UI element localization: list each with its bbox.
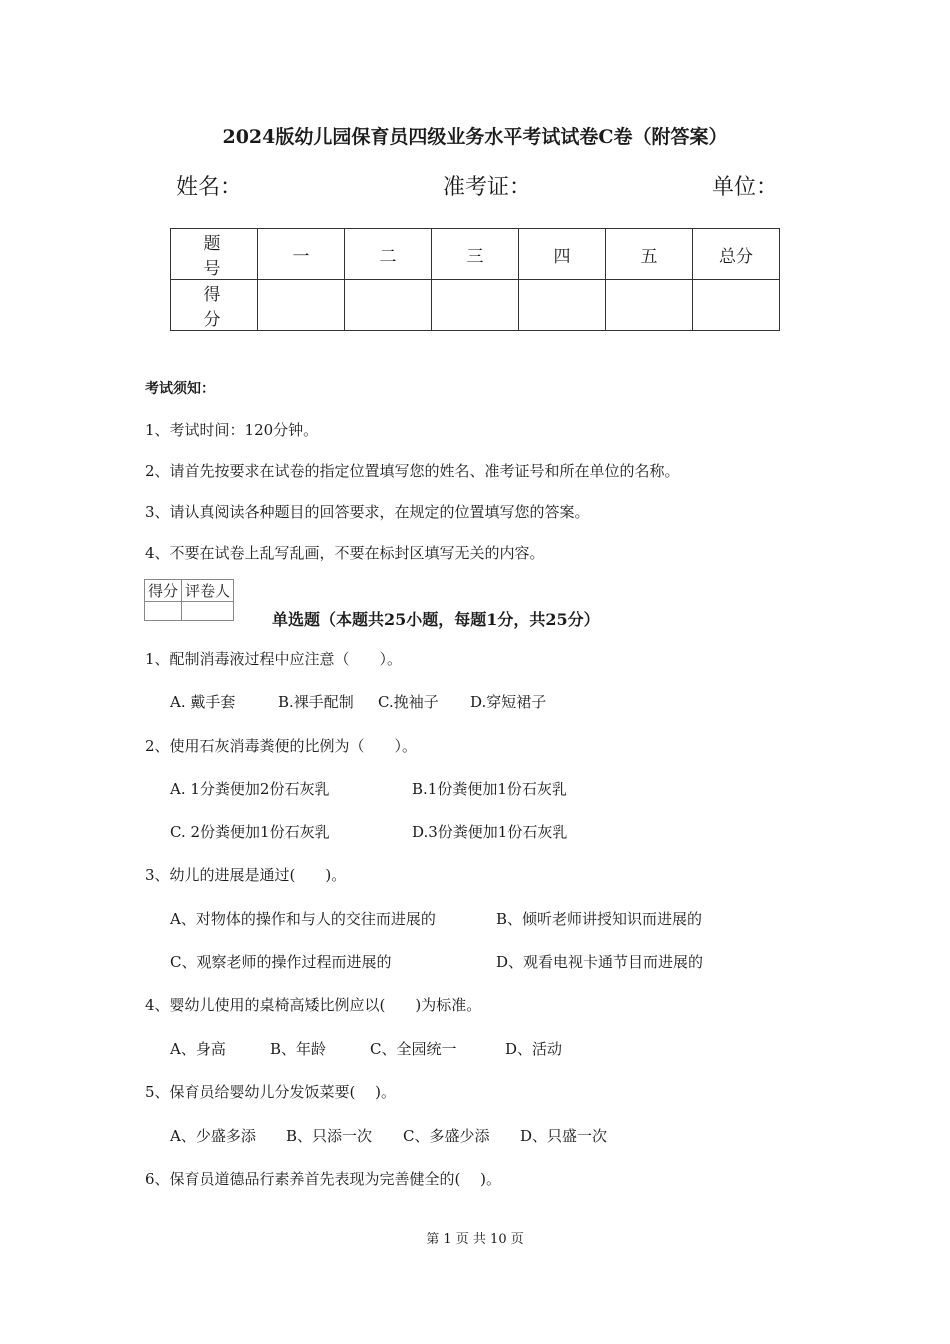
grader-box-score-label: 得分 <box>145 580 182 602</box>
notice-item: 4、不要在试卷上乱写乱画，不要在标封区填写无关的内容。 <box>145 544 545 562</box>
score-table-header-cell: 三 <box>432 229 519 280</box>
notice-item: 2、请首先按要求在试卷的指定位置填写您的姓名、准考证号和所在单位的名称。 <box>145 462 680 480</box>
section-heading: 单选题（本题共25小题，每题1分，共25分） <box>272 610 600 629</box>
grader-box-score-cell[interactable] <box>145 602 182 621</box>
option: C、观察老师的操作过程而进展的 <box>170 953 392 971</box>
grader-box <box>144 579 234 621</box>
option: A、对物体的操作和与人的交往而进展的 <box>170 910 436 928</box>
option: B、只添一次 <box>286 1127 373 1145</box>
score-cell[interactable] <box>432 280 519 331</box>
option: D、观看电视卡通节目而进展的 <box>496 953 704 971</box>
question-text: 2、使用石灰消毒粪便的比例为（ ）。 <box>145 737 418 755</box>
score-table-score-row <box>171 280 780 331</box>
unit-label: 单位： <box>712 175 779 200</box>
question-text: 6、保育员道德品行素养首先表现为完善健全的( )。 <box>145 1170 502 1188</box>
option: B、年龄 <box>270 1040 327 1058</box>
score-table-header-cell: 总分 <box>693 229 780 280</box>
score-table-header-cell: 四 <box>519 229 606 280</box>
document-title: 2024版幼儿园保育员四级业务水平考试试卷C卷（附答案） <box>222 126 728 148</box>
name-label: 姓名： <box>176 175 243 200</box>
exam-id-label: 准考证： <box>443 175 532 200</box>
page-footer: 第 1 页 共 10 页 <box>426 1232 524 1247</box>
question-text: 3、幼儿的进展是通过( )。 <box>145 866 347 884</box>
score-table-header-cell: 一 <box>258 229 345 280</box>
score-cell[interactable] <box>693 280 780 331</box>
option: D.3份粪便加1份石灰乳 <box>412 823 568 841</box>
option: C、多盛少添 <box>403 1127 490 1145</box>
score-cell[interactable] <box>345 280 432 331</box>
score-table-score-label: 得 分 <box>171 280 258 331</box>
option: C、全园统一 <box>370 1040 457 1058</box>
score-table <box>170 228 780 331</box>
option: D.穿短裙子 <box>470 693 547 711</box>
option: B.裸手配制 <box>278 693 354 711</box>
option: A. 戴手套 <box>170 693 236 711</box>
score-table-header-cell: 二 <box>345 229 432 280</box>
option: A、身高 <box>170 1040 226 1058</box>
option: A、少盛多添 <box>170 1127 256 1145</box>
notice-item: 1、考试时间：120分钟。 <box>145 421 319 439</box>
option: C.挽袖子 <box>378 693 439 711</box>
question-text: 4、婴幼儿使用的桌椅高矮比例应以( )为标准。 <box>145 996 482 1014</box>
option: C. 2份粪便加1份石灰乳 <box>170 823 330 841</box>
grader-box-grader-cell[interactable] <box>182 602 234 621</box>
score-table-header-row <box>171 229 780 280</box>
option: D、只盛一次 <box>520 1127 608 1145</box>
notice-heading: 考试须知： <box>145 381 215 397</box>
question-text: 5、保育员给婴幼儿分发饭菜要( )。 <box>145 1083 397 1101</box>
score-cell[interactable] <box>258 280 345 331</box>
question-text: 1、配制消毒液过程中应注意（ ）。 <box>145 650 403 668</box>
score-table-header-cell: 五 <box>606 229 693 280</box>
option: B.1份粪便加1份石灰乳 <box>412 780 567 798</box>
option: A. 1分粪便加2份石灰乳 <box>170 780 330 798</box>
grader-box-grader-label: 评卷人 <box>182 580 234 602</box>
score-table-header-label: 题 号 <box>171 229 258 280</box>
score-cell[interactable] <box>519 280 606 331</box>
option: D、活动 <box>505 1040 563 1058</box>
score-cell[interactable] <box>606 280 693 331</box>
option: B、倾听老师讲授知识而进展的 <box>496 910 703 928</box>
notice-item: 3、请认真阅读各种题目的回答要求，在规定的位置填写您的答案。 <box>145 503 590 521</box>
